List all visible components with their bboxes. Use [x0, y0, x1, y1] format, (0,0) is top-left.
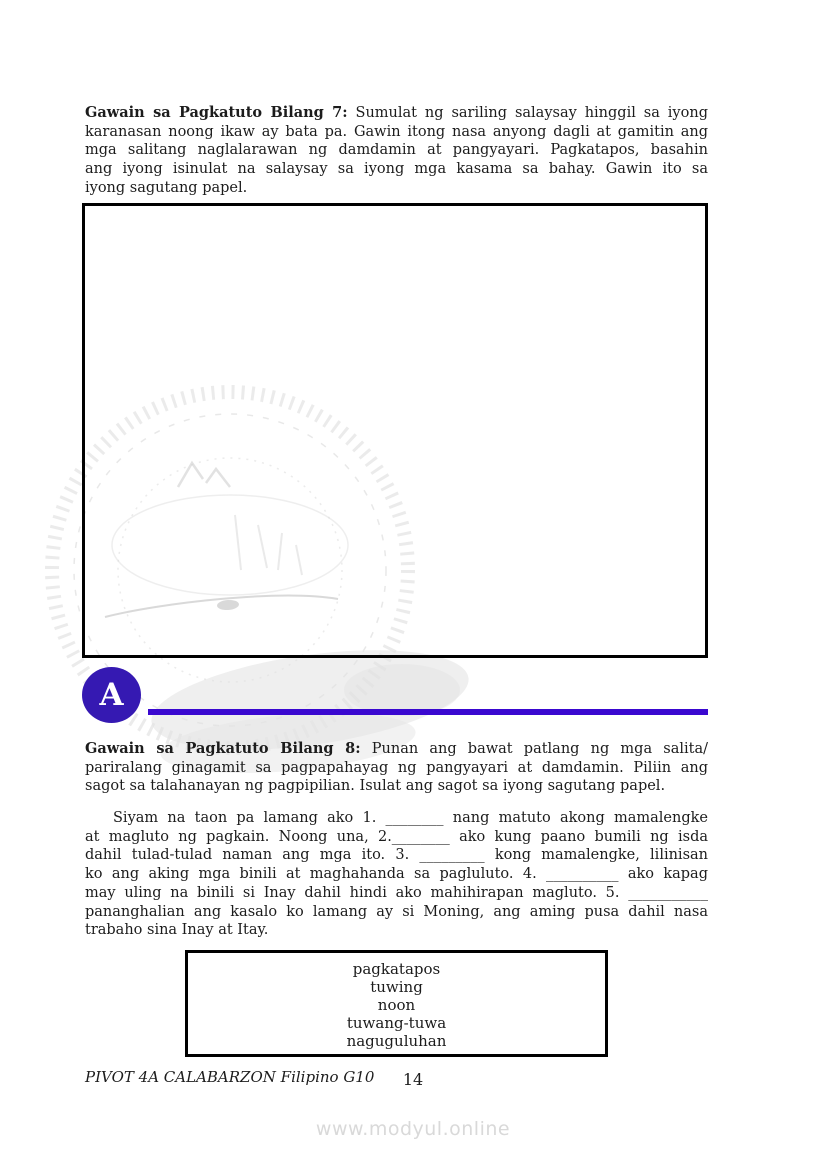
activity7-title: Gawain sa Pagkatuto Bilang 7: — [85, 104, 348, 121]
word-choice: tuwing — [370, 978, 423, 996]
word-choice: noon — [377, 996, 416, 1014]
passage-line: ko ang aking mga binili at maghahanda sa pagluluto. 4. __________ ako kapag — [85, 866, 708, 883]
activity8-instructions — [85, 740, 708, 796]
activity8-first-line — [85, 740, 708, 759]
passage-line: may uling na binili si Inay dahil hindi ako mahihirapan magluto. 5. ___________ — [85, 884, 708, 901]
activity7-first-line — [85, 104, 708, 123]
site-watermark: www.modyul.online — [315, 1118, 511, 1140]
section-divider-line — [148, 709, 708, 715]
answer-writing-box — [82, 203, 708, 658]
activity7-line: mga salitang naglalarawan ng damdamin at pangyayari. Pagkatapos, basahin — [85, 142, 708, 159]
activity8-last-line: sagot sa talahanayan ng pagpipilian. Isulat ang sagot sa iyong sagutang papel. — [85, 778, 666, 795]
passage-line: dahil tulad-tulad naman ang mga ito. 3. _________ kong mamalengke, lilinisan — [85, 847, 708, 864]
activity7-instructions — [85, 104, 708, 198]
activity8-first-line-rest: Punan ang bawat patlang ng mga salita/ — [360, 741, 708, 757]
page-number: 14 — [402, 1070, 424, 1089]
word-choice: naguguluhan — [346, 1032, 447, 1050]
word-choice: pagkatapos — [352, 960, 441, 978]
passage-line: pananghalian ang kasalo ko lamang ay si Moning, ang aming pusa dahil nasa — [85, 903, 708, 920]
passage-first-line: Siyam na taon pa lamang ako 1. ________ nang matuto akong mamalengke — [113, 810, 708, 826]
passage-body-lines — [85, 828, 708, 922]
activity7-line: ang iyong isinulat na salaysay sa iyong mga kasama sa bahay. Gawin ito sa — [85, 161, 708, 178]
footer-module-title: PIVOT 4A CALABARZON Filipino G10 — [85, 1068, 375, 1086]
passage-line: at magluto ng pagkain. Noong una, 2.________ ako kung paano bumili ng isda — [85, 828, 708, 845]
activity7-line: karanasan noong ikaw ay bata pa. Gawin itong nasa anyong dagli at gamitin ang — [85, 123, 708, 140]
activity7-last-line: iyong sagutang papel. — [85, 179, 248, 196]
section-a-letter: A — [99, 677, 124, 713]
activity7-first-line-rest: Sumulat ng sariling salaysay hinggil sa iyong — [347, 105, 708, 121]
activity8-line: pariralang ginagamit sa pagpapahayag ng pangyayari at damdamin. Piliin ang — [85, 759, 708, 776]
word-choice: tuwang-tuwa — [346, 1014, 447, 1032]
word-choices-list — [188, 960, 605, 1050]
fill-in-passage — [85, 809, 708, 940]
activity8-body-lines — [85, 759, 708, 778]
activity8-title: Gawain sa Pagkatuto Bilang 8: — [85, 740, 361, 757]
activity7-body-lines — [85, 123, 708, 179]
passage-last-line: trabaho sina Inay at Itay. — [85, 922, 269, 939]
section-a-badge — [82, 667, 141, 723]
word-choices-box — [185, 950, 608, 1057]
